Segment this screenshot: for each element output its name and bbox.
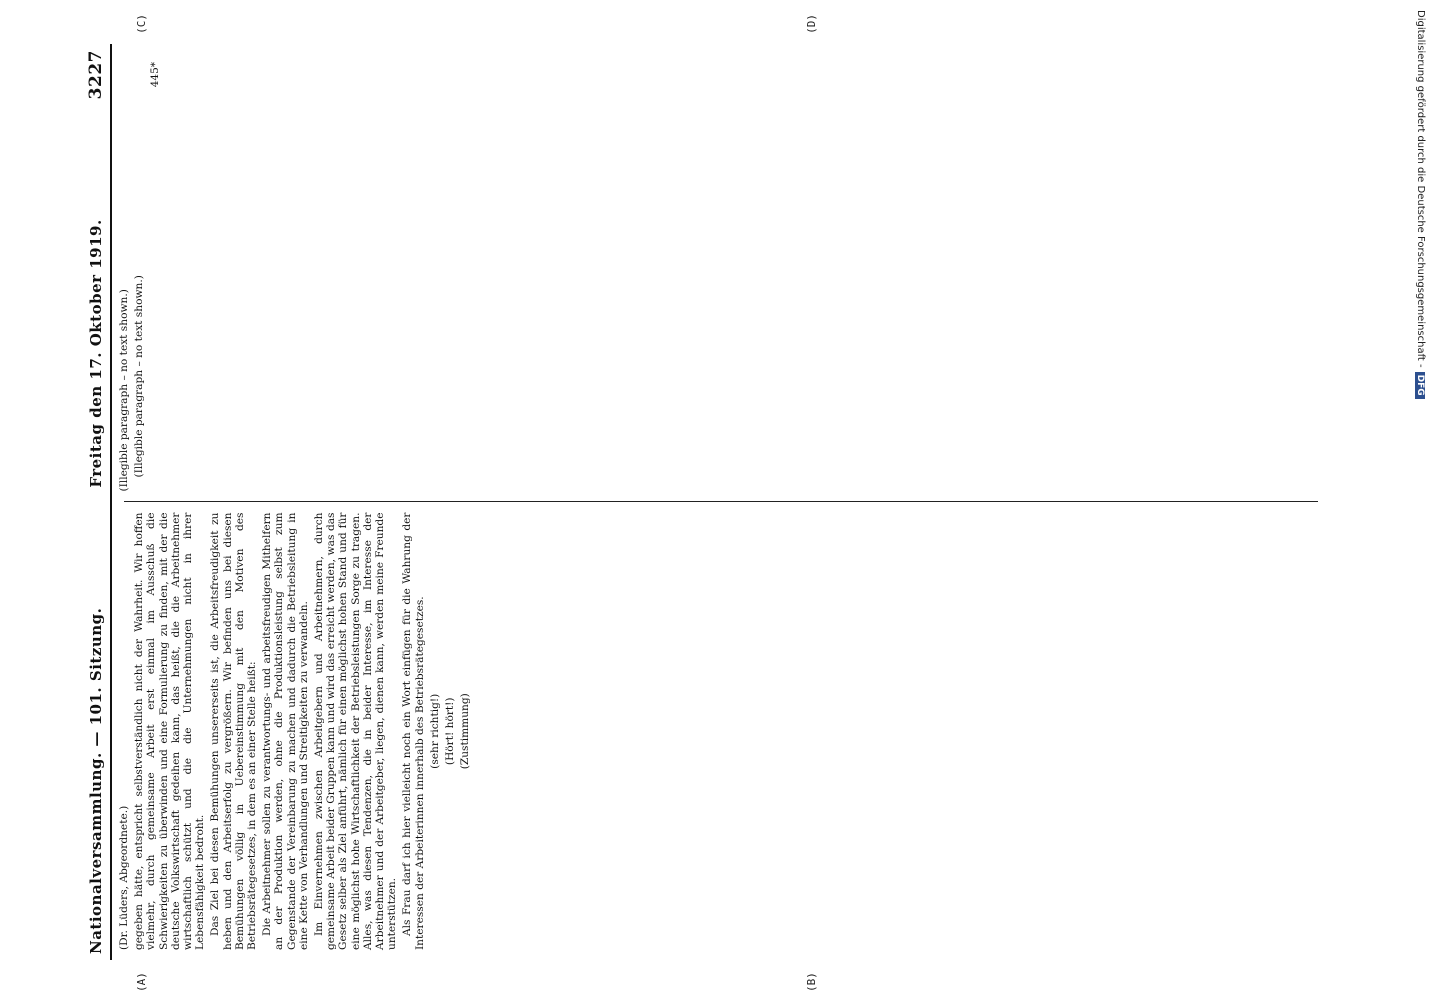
signature-mark: 445* — [149, 62, 162, 88]
paragraph: (Illegible paragraph – no text shown.) — [118, 289, 130, 492]
digitization-credit — [1412, 10, 1430, 990]
paragraph: gegeben hätte, entspricht selbstverständlich nicht der Wahrheit. Wir hoffen vielmehr, durch gemeinsame Arbeit erst einmal im Ausschuß die Schwierigkeiten zu überwinden und eine Formulierung zu finden, mit der die deutsche Volkswirtschaft gedeihen kann, das heißt, die die Arbeitnehmer wirtschaftlich schützt und die die Unternehmungen nicht in ihrer Lebensfähigkeit bedroht. — [133, 512, 207, 950]
running-head-left: Nationalversammlung. — 101. Sitzung. — [87, 607, 105, 954]
speaker-attribution: (Dr. Lüders, Abgeordnete.) — [118, 805, 130, 950]
right-column — [116, 14, 1326, 502]
interjection: (sehr richtig!) — [428, 693, 441, 769]
running-head — [86, 44, 110, 960]
running-head-date: Freitag den 17. Oktober 1919. — [87, 219, 105, 488]
interjection: (Zustimmung) — [459, 693, 472, 770]
margin-letter-d: (D) — [805, 14, 818, 34]
header-rule — [110, 44, 112, 960]
paragraph: Als Frau darf ich hier vielleicht noch ein Wort einfügen für die Wahrung der Interessen der Arbeiterinnen innerhalb des Betriebsrätegesetzes. — [401, 512, 426, 950]
left-column — [116, 503, 1326, 992]
paragraph: (Illegible paragraph – no text shown.) — [133, 275, 146, 478]
document-page — [80, 0, 1380, 1000]
margin-letter-a: (A) — [135, 972, 148, 992]
credit-text: Digitalisierung gefördert durch die Deutsche Forschungsgemeinschaft - — [1415, 10, 1426, 368]
two-column-body — [116, 14, 1326, 992]
dfg-logo: DFG — [1415, 372, 1425, 399]
paragraph: Im Einvernehmen zwischen Arbeitgebern und Arbeitnehmern, durch gemeinsame Arbeit beider Gruppen kann und wird das erreicht werden, was das Gesetz selber als Ziel anführt, nämlich für einen möglichst hohen Stand und für eine möglichst hohe Wirtschaftlichkeit der Betriebsleistungen Sorge zu tragen. Alles, was diesen Tendenzen, die in beider Interesse, im Interesse der Arbeitnehmer und der Arbeitgeber, liegen, dienen kann, werden meine Freunde unterstützen. — [313, 512, 399, 950]
quoted-paragraph: Die Arbeitnehmer sollen zu verantwortungs- und arbeitsfreudigen Mithelfern an der Produktion werden, ohne die Produktionsleistung selbst zum Gegenstande der Vereinbarung zu machen und dadurch die Betriebsleitung in eine Kette von Verhandlungen und Streitigkeiten zu verwandeln. — [261, 512, 310, 950]
interjection: (Hört! hört!) — [444, 697, 457, 766]
page-number: 3227 — [86, 50, 106, 100]
margin-letter-c: (C) — [135, 14, 148, 34]
paragraph: Das Ziel bei diesen Bemühungen unsererseits ist, die Arbeitsfreudigkeit zu heben und den Arbeitserfolg zu vergrößern. Wir befinden uns bei diesen Bemühungen völlig in Uebereinstimmung mit den Motiven des Betriebsrätegesetzes, in dem es an einer Stelle heißt: — [209, 512, 259, 950]
margin-letter-b: (B) — [805, 972, 818, 992]
